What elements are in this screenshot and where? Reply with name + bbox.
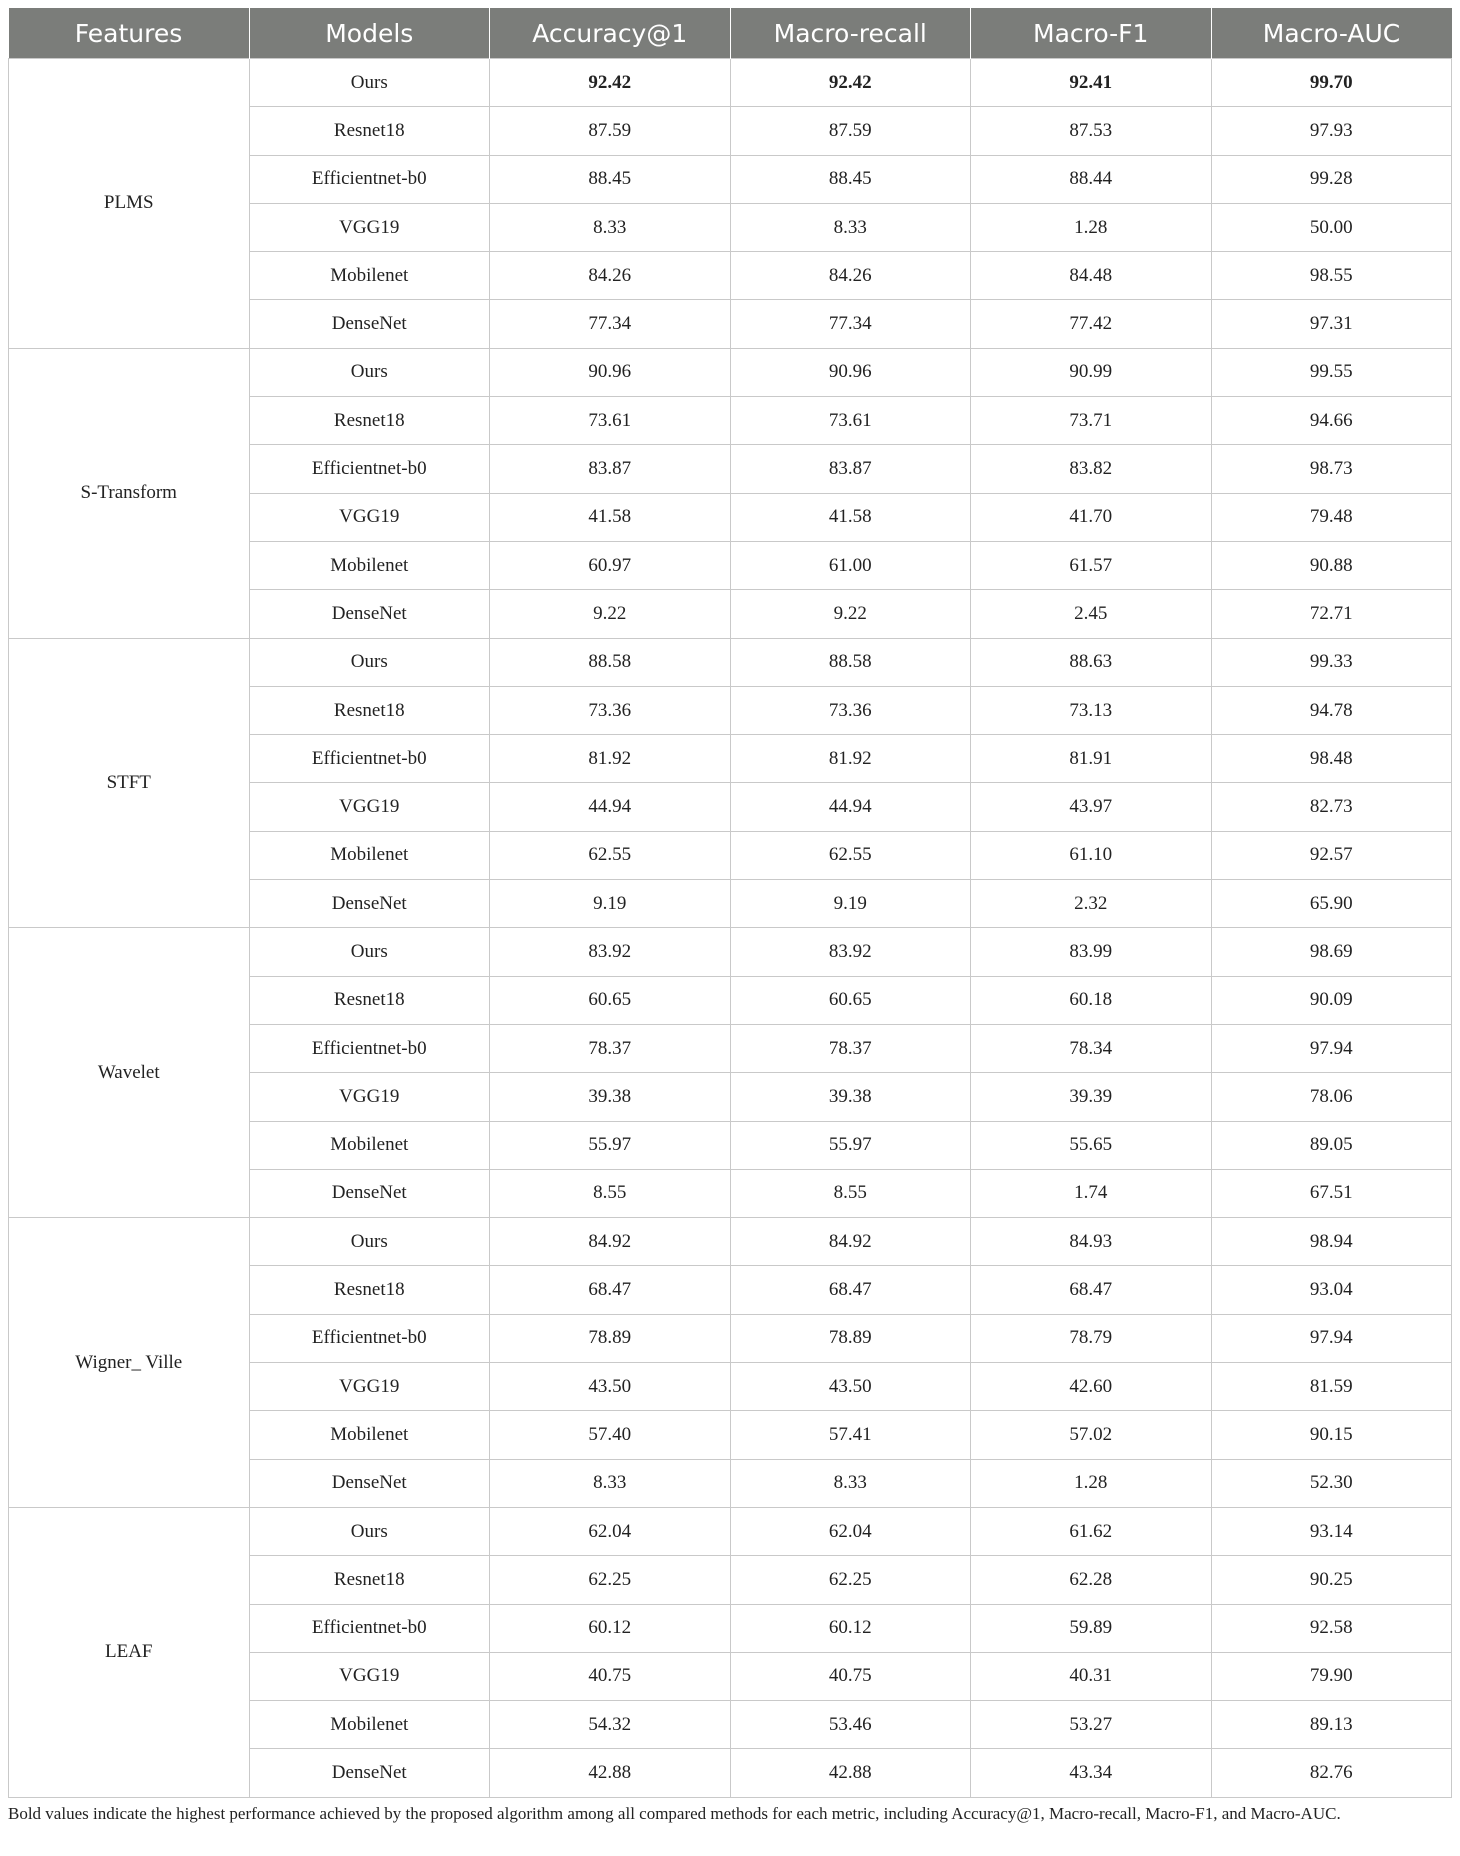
- accuracy-cell: 62.04: [490, 1507, 731, 1555]
- macro-recall-cell: 42.88: [730, 1749, 971, 1797]
- model-cell: Mobilenet: [249, 1701, 490, 1749]
- macro-recall-cell: 88.58: [730, 638, 971, 686]
- table-row: [9, 1218, 1452, 1266]
- model-cell: DenseNet: [249, 1459, 490, 1507]
- model-cell: VGG19: [249, 203, 490, 251]
- macro-f1-cell: 41.70: [971, 493, 1212, 541]
- macro-f1-cell: 53.27: [971, 1701, 1212, 1749]
- macro-auc-cell: 98.48: [1211, 735, 1452, 783]
- macro-f1-cell: 81.91: [971, 735, 1212, 783]
- accuracy-cell: 54.32: [490, 1701, 731, 1749]
- accuracy-cell: 8.33: [490, 203, 731, 251]
- accuracy-cell: 83.87: [490, 445, 731, 493]
- macro-recall-cell: 62.55: [730, 831, 971, 879]
- accuracy-cell: 60.65: [490, 976, 731, 1024]
- macro-recall-cell: 9.22: [730, 590, 971, 638]
- macro-auc-cell: 97.31: [1211, 300, 1452, 348]
- feature-cell: Wavelet: [9, 928, 250, 1218]
- macro-recall-cell: 40.75: [730, 1652, 971, 1700]
- model-cell: DenseNet: [249, 590, 490, 638]
- macro-auc-cell: 94.66: [1211, 397, 1452, 445]
- macro-recall-cell: 90.96: [730, 348, 971, 396]
- accuracy-cell: 44.94: [490, 783, 731, 831]
- macro-recall-cell: 78.89: [730, 1314, 971, 1362]
- macro-recall-cell: 88.45: [730, 155, 971, 203]
- accuracy-cell: 57.40: [490, 1411, 731, 1459]
- accuracy-cell: 84.92: [490, 1218, 731, 1266]
- macro-auc-cell: 97.94: [1211, 1024, 1452, 1072]
- macro-auc-cell: 97.93: [1211, 107, 1452, 155]
- macro-recall-cell: 62.25: [730, 1556, 971, 1604]
- model-cell: Resnet18: [249, 107, 490, 155]
- model-cell: Efficientnet-b0: [249, 1314, 490, 1362]
- macro-f1-cell: 1.28: [971, 1459, 1212, 1507]
- macro-f1-cell: 61.57: [971, 541, 1212, 589]
- macro-auc-cell: 99.33: [1211, 638, 1452, 686]
- model-cell: Mobilenet: [249, 831, 490, 879]
- macro-recall-cell: 57.41: [730, 1411, 971, 1459]
- macro-f1-cell: 88.44: [971, 155, 1212, 203]
- feature-cell: S-Transform: [9, 348, 250, 638]
- model-cell: Mobilenet: [249, 252, 490, 300]
- model-cell: Efficientnet-b0: [249, 1604, 490, 1652]
- header-macro-f1: Macro-F1: [971, 8, 1212, 59]
- model-cell: DenseNet: [249, 300, 490, 348]
- macro-f1-cell: 73.13: [971, 686, 1212, 734]
- accuracy-cell: 60.12: [490, 1604, 731, 1652]
- table-row: [9, 928, 1452, 976]
- model-cell: Efficientnet-b0: [249, 155, 490, 203]
- macro-recall-cell: 60.12: [730, 1604, 971, 1652]
- macro-auc-cell: 98.73: [1211, 445, 1452, 493]
- header-macro-recall: Macro-recall: [730, 8, 971, 59]
- macro-f1-cell: 42.60: [971, 1363, 1212, 1411]
- accuracy-cell: 41.58: [490, 493, 731, 541]
- model-cell: VGG19: [249, 1363, 490, 1411]
- macro-f1-cell: 39.39: [971, 1073, 1212, 1121]
- macro-auc-cell: 98.55: [1211, 252, 1452, 300]
- macro-recall-cell: 41.58: [730, 493, 971, 541]
- feature-cell: STFT: [9, 638, 250, 928]
- model-cell: VGG19: [249, 493, 490, 541]
- model-cell: DenseNet: [249, 1749, 490, 1797]
- model-cell: Mobilenet: [249, 541, 490, 589]
- macro-auc-cell: 79.90: [1211, 1652, 1452, 1700]
- macro-auc-cell: 79.48: [1211, 493, 1452, 541]
- accuracy-cell: 88.58: [490, 638, 731, 686]
- macro-auc-cell: 82.76: [1211, 1749, 1452, 1797]
- macro-auc-cell: 72.71: [1211, 590, 1452, 638]
- macro-recall-cell: 8.33: [730, 1459, 971, 1507]
- results-table: [8, 8, 1452, 1798]
- macro-f1-cell: 88.63: [971, 638, 1212, 686]
- macro-f1-cell: 55.65: [971, 1121, 1212, 1169]
- header-row: [9, 8, 1452, 59]
- macro-auc-cell: 81.59: [1211, 1363, 1452, 1411]
- macro-f1-cell: 84.48: [971, 252, 1212, 300]
- macro-auc-cell: 98.69: [1211, 928, 1452, 976]
- macro-recall-cell: 92.42: [730, 59, 971, 107]
- table-row: [9, 348, 1452, 396]
- macro-recall-cell: 39.38: [730, 1073, 971, 1121]
- accuracy-cell: 8.55: [490, 1169, 731, 1217]
- model-cell: DenseNet: [249, 880, 490, 928]
- feature-cell: LEAF: [9, 1507, 250, 1797]
- header-features: Features: [9, 8, 250, 59]
- accuracy-cell: 8.33: [490, 1459, 731, 1507]
- macro-f1-cell: 1.28: [971, 203, 1212, 251]
- macro-recall-cell: 60.65: [730, 976, 971, 1024]
- feature-cell: Wigner_ Ville: [9, 1218, 250, 1508]
- model-cell: Resnet18: [249, 976, 490, 1024]
- accuracy-cell: 62.25: [490, 1556, 731, 1604]
- results-table-container: [8, 8, 1452, 1798]
- macro-f1-cell: 92.41: [971, 59, 1212, 107]
- macro-recall-cell: 68.47: [730, 1266, 971, 1314]
- header-models: Models: [249, 8, 490, 59]
- macro-auc-cell: 90.88: [1211, 541, 1452, 589]
- macro-recall-cell: 77.34: [730, 300, 971, 348]
- accuracy-cell: 68.47: [490, 1266, 731, 1314]
- macro-f1-cell: 78.79: [971, 1314, 1212, 1362]
- macro-f1-cell: 83.82: [971, 445, 1212, 493]
- macro-recall-cell: 84.92: [730, 1218, 971, 1266]
- table-header: [9, 8, 1452, 59]
- macro-f1-cell: 68.47: [971, 1266, 1212, 1314]
- macro-f1-cell: 84.93: [971, 1218, 1212, 1266]
- model-cell: Ours: [249, 928, 490, 976]
- macro-recall-cell: 73.61: [730, 397, 971, 445]
- macro-auc-cell: 52.30: [1211, 1459, 1452, 1507]
- macro-auc-cell: 97.94: [1211, 1314, 1452, 1362]
- accuracy-cell: 55.97: [490, 1121, 731, 1169]
- macro-f1-cell: 1.74: [971, 1169, 1212, 1217]
- macro-auc-cell: 82.73: [1211, 783, 1452, 831]
- model-cell: Resnet18: [249, 686, 490, 734]
- macro-f1-cell: 59.89: [971, 1604, 1212, 1652]
- macro-auc-cell: 92.58: [1211, 1604, 1452, 1652]
- macro-auc-cell: 93.04: [1211, 1266, 1452, 1314]
- accuracy-cell: 39.38: [490, 1073, 731, 1121]
- accuracy-cell: 73.36: [490, 686, 731, 734]
- macro-auc-cell: 67.51: [1211, 1169, 1452, 1217]
- table-body: [9, 59, 1452, 1798]
- macro-recall-cell: 62.04: [730, 1507, 971, 1555]
- accuracy-cell: 42.88: [490, 1749, 731, 1797]
- accuracy-cell: 81.92: [490, 735, 731, 783]
- macro-auc-cell: 99.28: [1211, 155, 1452, 203]
- accuracy-cell: 84.26: [490, 252, 731, 300]
- model-cell: VGG19: [249, 1652, 490, 1700]
- macro-auc-cell: 98.94: [1211, 1218, 1452, 1266]
- macro-f1-cell: 2.32: [971, 880, 1212, 928]
- accuracy-cell: 78.37: [490, 1024, 731, 1072]
- macro-f1-cell: 43.34: [971, 1749, 1212, 1797]
- model-cell: Mobilenet: [249, 1411, 490, 1459]
- macro-recall-cell: 84.26: [730, 252, 971, 300]
- header-macro-auc: Macro-AUC: [1211, 8, 1452, 59]
- model-cell: Resnet18: [249, 397, 490, 445]
- macro-recall-cell: 43.50: [730, 1363, 971, 1411]
- feature-cell: PLMS: [9, 59, 250, 349]
- model-cell: Ours: [249, 1507, 490, 1555]
- macro-f1-cell: 78.34: [971, 1024, 1212, 1072]
- macro-recall-cell: 53.46: [730, 1701, 971, 1749]
- macro-f1-cell: 87.53: [971, 107, 1212, 155]
- macro-f1-cell: 57.02: [971, 1411, 1212, 1459]
- accuracy-cell: 43.50: [490, 1363, 731, 1411]
- accuracy-cell: 78.89: [490, 1314, 731, 1362]
- macro-f1-cell: 61.10: [971, 831, 1212, 879]
- macro-recall-cell: 78.37: [730, 1024, 971, 1072]
- model-cell: Ours: [249, 638, 490, 686]
- accuracy-cell: 40.75: [490, 1652, 731, 1700]
- model-cell: Resnet18: [249, 1556, 490, 1604]
- accuracy-cell: 77.34: [490, 300, 731, 348]
- model-cell: Efficientnet-b0: [249, 1024, 490, 1072]
- table-footnote: Bold values indicate the highest performance achieved by the proposed algorithm among all compared methods for each metric, including Accuracy@1, Macro-recall, Macro-F1, and Macro-AUC.: [8, 1804, 1341, 1823]
- macro-f1-cell: 77.42: [971, 300, 1212, 348]
- model-cell: Mobilenet: [249, 1121, 490, 1169]
- macro-f1-cell: 83.99: [971, 928, 1212, 976]
- accuracy-cell: 9.22: [490, 590, 731, 638]
- accuracy-cell: 62.55: [490, 831, 731, 879]
- macro-auc-cell: 89.13: [1211, 1701, 1452, 1749]
- model-cell: DenseNet: [249, 1169, 490, 1217]
- model-cell: VGG19: [249, 783, 490, 831]
- accuracy-cell: 90.96: [490, 348, 731, 396]
- accuracy-cell: 73.61: [490, 397, 731, 445]
- model-cell: Resnet18: [249, 1266, 490, 1314]
- macro-recall-cell: 83.87: [730, 445, 971, 493]
- macro-auc-cell: 90.09: [1211, 976, 1452, 1024]
- macro-f1-cell: 2.45: [971, 590, 1212, 638]
- model-cell: Ours: [249, 348, 490, 396]
- macro-recall-cell: 44.94: [730, 783, 971, 831]
- macro-f1-cell: 61.62: [971, 1507, 1212, 1555]
- macro-auc-cell: 90.15: [1211, 1411, 1452, 1459]
- macro-recall-cell: 83.92: [730, 928, 971, 976]
- macro-f1-cell: 40.31: [971, 1652, 1212, 1700]
- macro-recall-cell: 61.00: [730, 541, 971, 589]
- macro-auc-cell: 65.90: [1211, 880, 1452, 928]
- macro-auc-cell: 99.55: [1211, 348, 1452, 396]
- macro-recall-cell: 8.33: [730, 203, 971, 251]
- macro-f1-cell: 43.97: [971, 783, 1212, 831]
- macro-auc-cell: 90.25: [1211, 1556, 1452, 1604]
- macro-f1-cell: 90.99: [971, 348, 1212, 396]
- model-cell: Efficientnet-b0: [249, 735, 490, 783]
- model-cell: Ours: [249, 1218, 490, 1266]
- macro-auc-cell: 50.00: [1211, 203, 1452, 251]
- macro-auc-cell: 78.06: [1211, 1073, 1452, 1121]
- accuracy-cell: 87.59: [490, 107, 731, 155]
- macro-auc-cell: 94.78: [1211, 686, 1452, 734]
- macro-f1-cell: 73.71: [971, 397, 1212, 445]
- table-row: [9, 59, 1452, 107]
- accuracy-cell: 88.45: [490, 155, 731, 203]
- macro-recall-cell: 55.97: [730, 1121, 971, 1169]
- header-accuracy: Accuracy@1: [490, 8, 731, 59]
- table-row: [9, 638, 1452, 686]
- accuracy-cell: 9.19: [490, 880, 731, 928]
- accuracy-cell: 92.42: [490, 59, 731, 107]
- macro-auc-cell: 93.14: [1211, 1507, 1452, 1555]
- macro-recall-cell: 81.92: [730, 735, 971, 783]
- macro-auc-cell: 89.05: [1211, 1121, 1452, 1169]
- model-cell: Ours: [249, 59, 490, 107]
- model-cell: VGG19: [249, 1073, 490, 1121]
- accuracy-cell: 83.92: [490, 928, 731, 976]
- model-cell: Efficientnet-b0: [249, 445, 490, 493]
- macro-recall-cell: 9.19: [730, 880, 971, 928]
- macro-auc-cell: 99.70: [1211, 59, 1452, 107]
- macro-auc-cell: 92.57: [1211, 831, 1452, 879]
- macro-f1-cell: 60.18: [971, 976, 1212, 1024]
- macro-recall-cell: 8.55: [730, 1169, 971, 1217]
- macro-recall-cell: 73.36: [730, 686, 971, 734]
- macro-recall-cell: 87.59: [730, 107, 971, 155]
- table-row: [9, 1507, 1452, 1555]
- macro-f1-cell: 62.28: [971, 1556, 1212, 1604]
- accuracy-cell: 60.97: [490, 541, 731, 589]
